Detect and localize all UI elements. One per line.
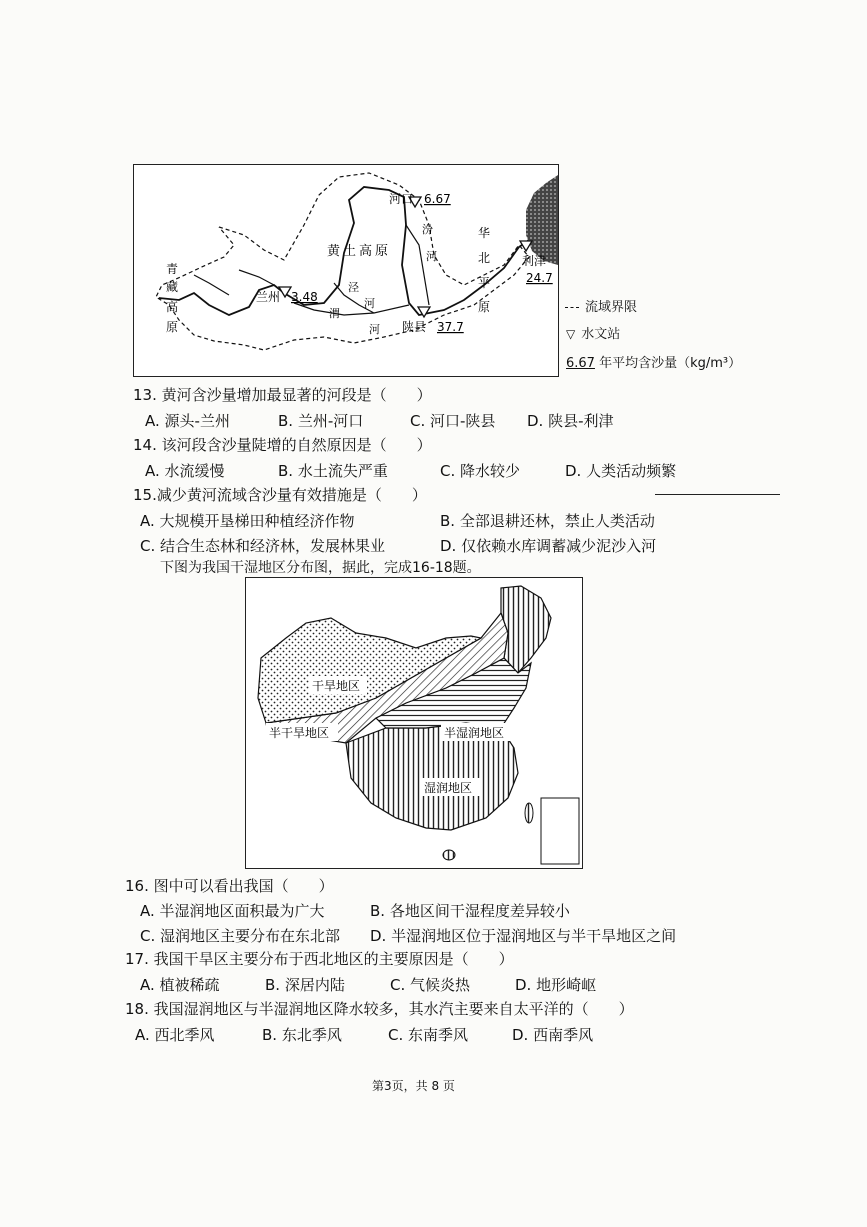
wei-he-label: 河 xyxy=(369,323,380,336)
hekou-value: 6.67 xyxy=(424,192,451,206)
q17-option-b[interactable]: B. 深居内陆 xyxy=(265,976,345,994)
huabei-char-1: 华 xyxy=(478,226,491,240)
question-15: 15.减少黄河流域含沙量有效措施是（ ） xyxy=(133,486,427,504)
qingzang-char-2: 藏 xyxy=(166,280,179,294)
question-18: 18. 我国湿润地区与半湿润地区降水较多，其水汽主要来自太平洋的（ ） xyxy=(125,1000,634,1018)
qingzang-char-4: 原 xyxy=(166,320,179,334)
question-13: 13. 黄河含沙量增加最显著的河段是（ ） xyxy=(133,386,432,404)
q18-option-b[interactable]: B. 东北季风 xyxy=(262,1026,342,1044)
qingzang-char-3: 高 xyxy=(166,300,179,314)
legend-boundary xyxy=(565,296,637,315)
q14-option-c[interactable]: C. 降水较少 xyxy=(440,462,521,480)
shanxian-value: 37.7 xyxy=(437,320,464,334)
huabei-char-4: 原 xyxy=(478,300,491,314)
question-17: 17. 我国干旱区主要分布于西北地区的主要原因是（ ） xyxy=(125,950,514,968)
q18-option-c[interactable]: C. 东南季风 xyxy=(388,1026,469,1044)
handwritten-stroke xyxy=(655,494,780,495)
plateau-label: 黄土高原 xyxy=(327,244,392,259)
fen-he-label: 河 xyxy=(426,250,437,263)
question-16: 16. 图中可以看出我国（ ） xyxy=(125,877,334,895)
page-footer: 第3页，共 8 页 xyxy=(372,1079,455,1093)
qingzang-char-1: 青 xyxy=(166,262,179,276)
humid-northeast xyxy=(501,586,551,673)
huabei-char-2: 北 xyxy=(478,251,491,265)
q14-option-b[interactable]: B. 水土流失严重 xyxy=(278,462,388,480)
shanxian-label: 陕县 xyxy=(402,320,427,334)
q15-option-d[interactable]: D. 仅依赖水库调蓄减少泥沙入河 xyxy=(440,537,657,555)
dry-label: 干旱地区 xyxy=(312,679,361,693)
upper-tributary xyxy=(194,275,229,295)
jing-he-label: 河 xyxy=(364,297,375,310)
legend-station xyxy=(566,323,620,342)
lijin-label: 利津 xyxy=(522,254,547,268)
legend-sample-text: 年平均含沙量（kg/m³） xyxy=(599,356,742,371)
q17-option-a[interactable]: A. 植被稀疏 xyxy=(140,976,220,994)
q16-option-a[interactable]: A. 半湿润地区面积最为广大 xyxy=(140,902,325,920)
q15-option-a[interactable]: A. 大规模开垦梯田种植经济作物 xyxy=(140,512,355,530)
lanzhou-value: 3.48 xyxy=(291,290,318,304)
q15-option-b[interactable]: B. 全部退耕还林，禁止人类活动 xyxy=(440,512,655,530)
taiwan-island xyxy=(525,803,533,823)
wei-label: 渭 xyxy=(329,307,340,320)
fen-label: 汾 xyxy=(422,223,433,236)
china-humidity-map xyxy=(245,577,583,869)
q13-option-c[interactable]: C. 河口-陕县 xyxy=(410,412,496,430)
dashed-line-icon xyxy=(565,307,579,308)
hainan-island xyxy=(443,850,455,860)
intro-16-18: 下图为我国干湿地区分布图，据此，完成16-18题。 xyxy=(160,560,481,576)
q18-option-a[interactable]: A. 西北季风 xyxy=(135,1026,215,1044)
q14-option-d[interactable]: D. 人类活动频繁 xyxy=(565,462,677,480)
lijin-value: 24.7 xyxy=(526,271,553,285)
q15-option-c[interactable]: C. 结合生态林和经济林，发展林果业 xyxy=(140,537,386,555)
q13-option-d[interactable]: D. 陕县-利津 xyxy=(527,412,614,430)
bohai-sea xyxy=(526,175,558,265)
q16-option-b[interactable]: B. 各地区间干湿程度差异较小 xyxy=(370,902,570,920)
china-humidity-map-svg xyxy=(246,578,582,868)
q16-option-c[interactable]: C. 湿润地区主要分布在东北部 xyxy=(140,927,341,945)
yellow-river-map xyxy=(133,164,559,377)
triangle-icon: ▽ xyxy=(566,327,576,341)
q14-option-a[interactable]: A. 水流缓慢 xyxy=(145,462,225,480)
q16-option-d[interactable]: D. 半湿润地区位于湿润地区与半干旱地区之间 xyxy=(370,927,677,945)
legend-sample-value: 6.67 xyxy=(566,356,595,371)
semidry-label: 半干旱地区 xyxy=(269,726,330,740)
yellow-river-map-svg xyxy=(134,165,558,376)
fen-river xyxy=(406,225,429,305)
legend-station-text: 水文站 xyxy=(581,327,621,342)
q17-option-d[interactable]: D. 地形崎岖 xyxy=(515,976,597,994)
humid-label: 湿润地区 xyxy=(424,781,473,795)
jing-label: 泾 xyxy=(348,281,359,294)
question-14: 14. 该河段含沙量陡增的自然原因是（ ） xyxy=(133,436,432,454)
lanzhou-label: 兰州 xyxy=(256,290,281,304)
legend-sediment xyxy=(566,352,741,371)
q13-option-a[interactable]: A. 源头-兰州 xyxy=(145,412,230,430)
legend-boundary-text: 流域界限 xyxy=(585,300,638,315)
q18-option-d[interactable]: D. 西南季风 xyxy=(512,1026,594,1044)
huang-tributary xyxy=(239,270,274,285)
q13-option-b[interactable]: B. 兰州-河口 xyxy=(278,412,364,430)
south-sea-inset xyxy=(541,798,579,864)
hekou-label: 河口 xyxy=(389,192,414,206)
huabei-char-3: 平 xyxy=(478,276,491,290)
semihumid-label: 半湿润地区 xyxy=(444,726,505,740)
q17-option-c[interactable]: C. 气候炎热 xyxy=(390,976,471,994)
